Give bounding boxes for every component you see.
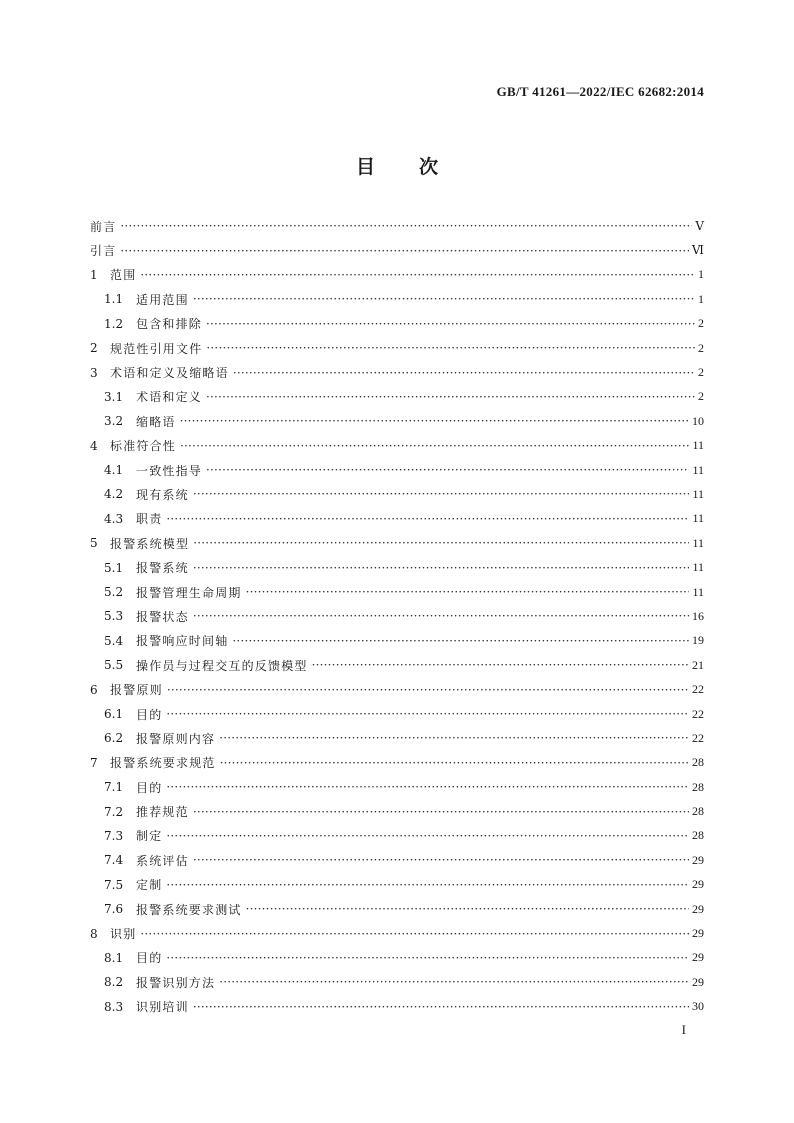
toc-entry-label: 报警状态 xyxy=(136,609,189,624)
toc-entry[interactable] xyxy=(90,360,704,384)
toc-entry-page: 2 xyxy=(698,340,704,355)
toc-dot-leader xyxy=(166,707,689,721)
toc-entry[interactable] xyxy=(90,482,704,506)
toc-entry-label: 术语和定义及缩略语 xyxy=(110,366,229,381)
toc-entry-label: 报警系统要求测试 xyxy=(136,902,242,917)
toc-entry[interactable] xyxy=(90,995,704,1019)
toc-entry[interactable] xyxy=(90,946,704,970)
toc-entry[interactable] xyxy=(90,604,704,628)
page-title: 目次 xyxy=(355,156,482,178)
toc-entry-label: 引言 xyxy=(90,244,117,259)
toc-entry-number: 5.3 xyxy=(104,609,124,624)
toc-entry-page: Ⅴ xyxy=(695,218,704,233)
toc-entry[interactable] xyxy=(90,848,704,872)
toc-dot-leader xyxy=(167,683,689,697)
page-number: I xyxy=(681,1022,686,1037)
toc-entry-number: 7.4 xyxy=(104,853,124,868)
toc-dot-leader xyxy=(220,756,689,770)
toc-entry[interactable] xyxy=(90,799,704,823)
toc-entry-page: 30 xyxy=(692,999,704,1014)
toc-entry-label: 操作员与过程交互的反馈模型 xyxy=(136,658,308,673)
toc-entry-label: 识别培训 xyxy=(136,1000,189,1015)
toc-dot-leader xyxy=(246,585,690,599)
toc-entry-number: 5 xyxy=(90,536,98,551)
toc-entry-page: 22 xyxy=(692,730,704,745)
toc-dot-leader xyxy=(206,317,695,331)
toc-entry-page: 11 xyxy=(692,584,704,599)
toc-entry-number: 4.2 xyxy=(104,487,124,502)
toc-entry-label: 范围 xyxy=(110,268,137,283)
toc-dot-leader xyxy=(219,731,689,745)
toc-entry-number: 3.1 xyxy=(104,389,124,404)
toc-dot-leader xyxy=(193,536,689,550)
toc-dot-leader xyxy=(166,951,689,965)
table-of-contents xyxy=(90,214,704,1019)
toc-entry-page: 11 xyxy=(692,511,704,526)
toc-entry[interactable] xyxy=(90,677,704,701)
toc-dot-leader xyxy=(166,829,689,843)
toc-entry-label: 目的 xyxy=(136,707,163,722)
toc-dot-leader xyxy=(180,414,689,428)
toc-entry[interactable] xyxy=(90,336,704,360)
toc-entry[interactable] xyxy=(90,507,704,531)
toc-entry-label: 推荐规范 xyxy=(136,805,189,820)
toc-entry-label: 规范性引用文件 xyxy=(110,341,203,356)
toc-entry-number: 5.1 xyxy=(104,560,124,575)
toc-entry-page: 29 xyxy=(692,950,704,965)
toc-entry[interactable] xyxy=(90,580,704,604)
toc-entry[interactable] xyxy=(90,458,704,482)
toc-entry-label: 标准符合性 xyxy=(110,439,177,454)
toc-entry-page: 11 xyxy=(692,486,704,501)
toc-entry-number: 5.2 xyxy=(104,585,124,600)
toc-entry[interactable] xyxy=(90,897,704,921)
toc-entry-label: 报警系统模型 xyxy=(110,536,190,551)
toc-entry-number: 2 xyxy=(90,341,98,356)
toc-entry-number: 7.2 xyxy=(104,804,124,819)
toc-dot-leader xyxy=(140,268,695,282)
toc-entry-page: 11 xyxy=(692,560,704,575)
toc-entry-label: 报警响应时间轴 xyxy=(136,634,229,649)
toc-entry-number: 8 xyxy=(90,926,98,941)
toc-entry-number: 5.4 xyxy=(104,633,124,648)
toc-entry-page: 1 xyxy=(698,267,704,282)
toc-dot-leader xyxy=(219,975,689,989)
toc-entry-page: 22 xyxy=(692,682,704,697)
toc-dot-leader xyxy=(193,805,689,819)
toc-entry-page: 28 xyxy=(692,804,704,819)
toc-entry-page: 21 xyxy=(692,657,704,672)
toc-entry[interactable] xyxy=(90,653,704,677)
toc-entry-number: 7.3 xyxy=(104,828,124,843)
toc-entry-number: 1.1 xyxy=(104,292,124,307)
toc-entry-page: Ⅵ xyxy=(691,243,704,258)
toc-entry[interactable] xyxy=(90,312,704,336)
toc-entry-label: 系统评估 xyxy=(136,853,189,868)
toc-entry[interactable] xyxy=(90,921,704,945)
toc-entry-page: 28 xyxy=(692,828,704,843)
toc-entry[interactable] xyxy=(90,751,704,775)
toc-entry-page: 22 xyxy=(692,706,704,721)
toc-dot-leader xyxy=(206,463,689,477)
toc-entry-label: 一致性指导 xyxy=(136,463,203,478)
toc-entry-page: 19 xyxy=(692,633,704,648)
toc-entry-number: 6.2 xyxy=(104,731,124,746)
toc-entry-page: 11 xyxy=(692,535,704,550)
toc-dot-leader xyxy=(232,634,689,648)
toc-entry[interactable] xyxy=(90,970,704,994)
toc-entry[interactable] xyxy=(90,434,704,458)
toc-dot-leader xyxy=(193,1000,689,1014)
toc-entry[interactable] xyxy=(90,702,704,726)
toc-dot-leader xyxy=(166,512,689,526)
toc-dot-leader xyxy=(312,658,689,672)
toc-entry-label: 前言 xyxy=(90,219,117,234)
toc-entry[interactable] xyxy=(90,531,704,555)
toc-entry[interactable] xyxy=(90,824,704,848)
toc-entry-page: 28 xyxy=(692,779,704,794)
toc-entry[interactable] xyxy=(90,409,704,433)
toc-entry-number: 6 xyxy=(90,682,98,697)
toc-dot-leader xyxy=(166,780,689,794)
toc-entry-number: 8.1 xyxy=(104,950,124,965)
toc-entry-page: 2 xyxy=(698,316,704,331)
toc-dot-leader xyxy=(120,219,692,233)
toc-entry-number: 7 xyxy=(90,755,98,770)
toc-entry-label: 目的 xyxy=(136,780,163,795)
toc-entry-number: 3 xyxy=(90,365,98,380)
toc-dot-leader xyxy=(193,487,690,501)
toc-entry-label: 定制 xyxy=(136,878,163,893)
toc-entry-number: 7.6 xyxy=(104,902,124,917)
toc-entry-page: 28 xyxy=(692,755,704,770)
toc-entry-number: 7.1 xyxy=(104,780,124,795)
toc-entry[interactable] xyxy=(90,629,704,653)
toc-entry[interactable] xyxy=(90,873,704,897)
toc-entry-label: 报警原则内容 xyxy=(136,731,216,746)
toc-entry-page: 2 xyxy=(698,389,704,404)
toc-entry-page: 10 xyxy=(692,413,704,428)
toc-dot-leader xyxy=(193,853,689,867)
toc-entry-label: 制定 xyxy=(136,829,163,844)
standard-code: GB/T 41261—2022/IEC 62682:2014 xyxy=(496,84,704,99)
toc-entry[interactable] xyxy=(90,775,704,799)
toc-dot-leader xyxy=(140,927,689,941)
toc-dot-leader xyxy=(120,244,689,258)
toc-entry-label: 报警系统 xyxy=(136,561,189,576)
toc-entry-number: 4.1 xyxy=(104,463,124,478)
toc-entry-number: 6.1 xyxy=(104,707,124,721)
toc-dot-leader xyxy=(206,390,695,404)
toc-dot-leader xyxy=(193,609,689,623)
toc-entry-label: 适用范围 xyxy=(136,292,189,307)
toc-entry-page: 29 xyxy=(692,901,704,916)
toc-entry-page: 16 xyxy=(692,608,704,623)
toc-entry-label: 识别 xyxy=(110,927,137,942)
toc-entry-label: 职责 xyxy=(136,512,163,527)
toc-dot-leader xyxy=(233,366,695,380)
toc-dot-leader xyxy=(180,439,689,453)
toc-entry[interactable] xyxy=(90,726,704,750)
toc-entry-page: 1 xyxy=(698,291,704,306)
toc-entry-label: 报警原则 xyxy=(110,683,163,698)
toc-entry[interactable] xyxy=(90,385,704,409)
toc-entry-number: 8.3 xyxy=(104,999,124,1014)
toc-entry-page: 29 xyxy=(692,877,704,892)
toc-entry-number: 1 xyxy=(90,267,98,282)
toc-entry-page: 11 xyxy=(692,438,704,453)
toc-dot-leader xyxy=(206,341,695,355)
toc-entry-label: 现有系统 xyxy=(136,487,189,502)
toc-dot-leader xyxy=(166,878,689,892)
toc-entry-label: 目的 xyxy=(136,951,163,966)
toc-entry-label: 术语和定义 xyxy=(136,390,203,405)
toc-dot-leader xyxy=(193,561,690,575)
toc-entry[interactable] xyxy=(90,287,704,311)
toc-entry-label: 包含和排除 xyxy=(136,317,203,332)
toc-entry[interactable] xyxy=(90,214,704,238)
toc-entry-label: 报警识别方法 xyxy=(136,975,216,990)
toc-entry[interactable] xyxy=(90,238,704,262)
toc-entry-label: 报警管理生命周期 xyxy=(136,585,242,600)
toc-dot-leader xyxy=(246,902,689,916)
toc-entry-page: 29 xyxy=(692,974,704,989)
toc-entry[interactable] xyxy=(90,555,704,579)
toc-entry-number: 5.5 xyxy=(104,658,124,673)
toc-entry-number: 3.2 xyxy=(104,414,124,429)
toc-entry-number: 4 xyxy=(90,438,98,453)
toc-entry-number: 4.3 xyxy=(104,511,124,526)
toc-dot-leader xyxy=(193,292,695,306)
toc-entry-page: 2 xyxy=(698,365,704,380)
toc-entry-number: 1.2 xyxy=(104,316,124,331)
toc-entry-page: 29 xyxy=(692,926,704,941)
toc-entry-label: 报警系统要求规范 xyxy=(110,756,216,771)
toc-entry-page: 11 xyxy=(692,462,704,477)
toc-entry-number: 7.5 xyxy=(104,877,124,892)
toc-entry-label: 缩略语 xyxy=(136,414,176,429)
toc-entry-page: 29 xyxy=(692,852,704,867)
toc-entry[interactable] xyxy=(90,263,704,287)
toc-entry-number: 8.2 xyxy=(104,975,124,990)
